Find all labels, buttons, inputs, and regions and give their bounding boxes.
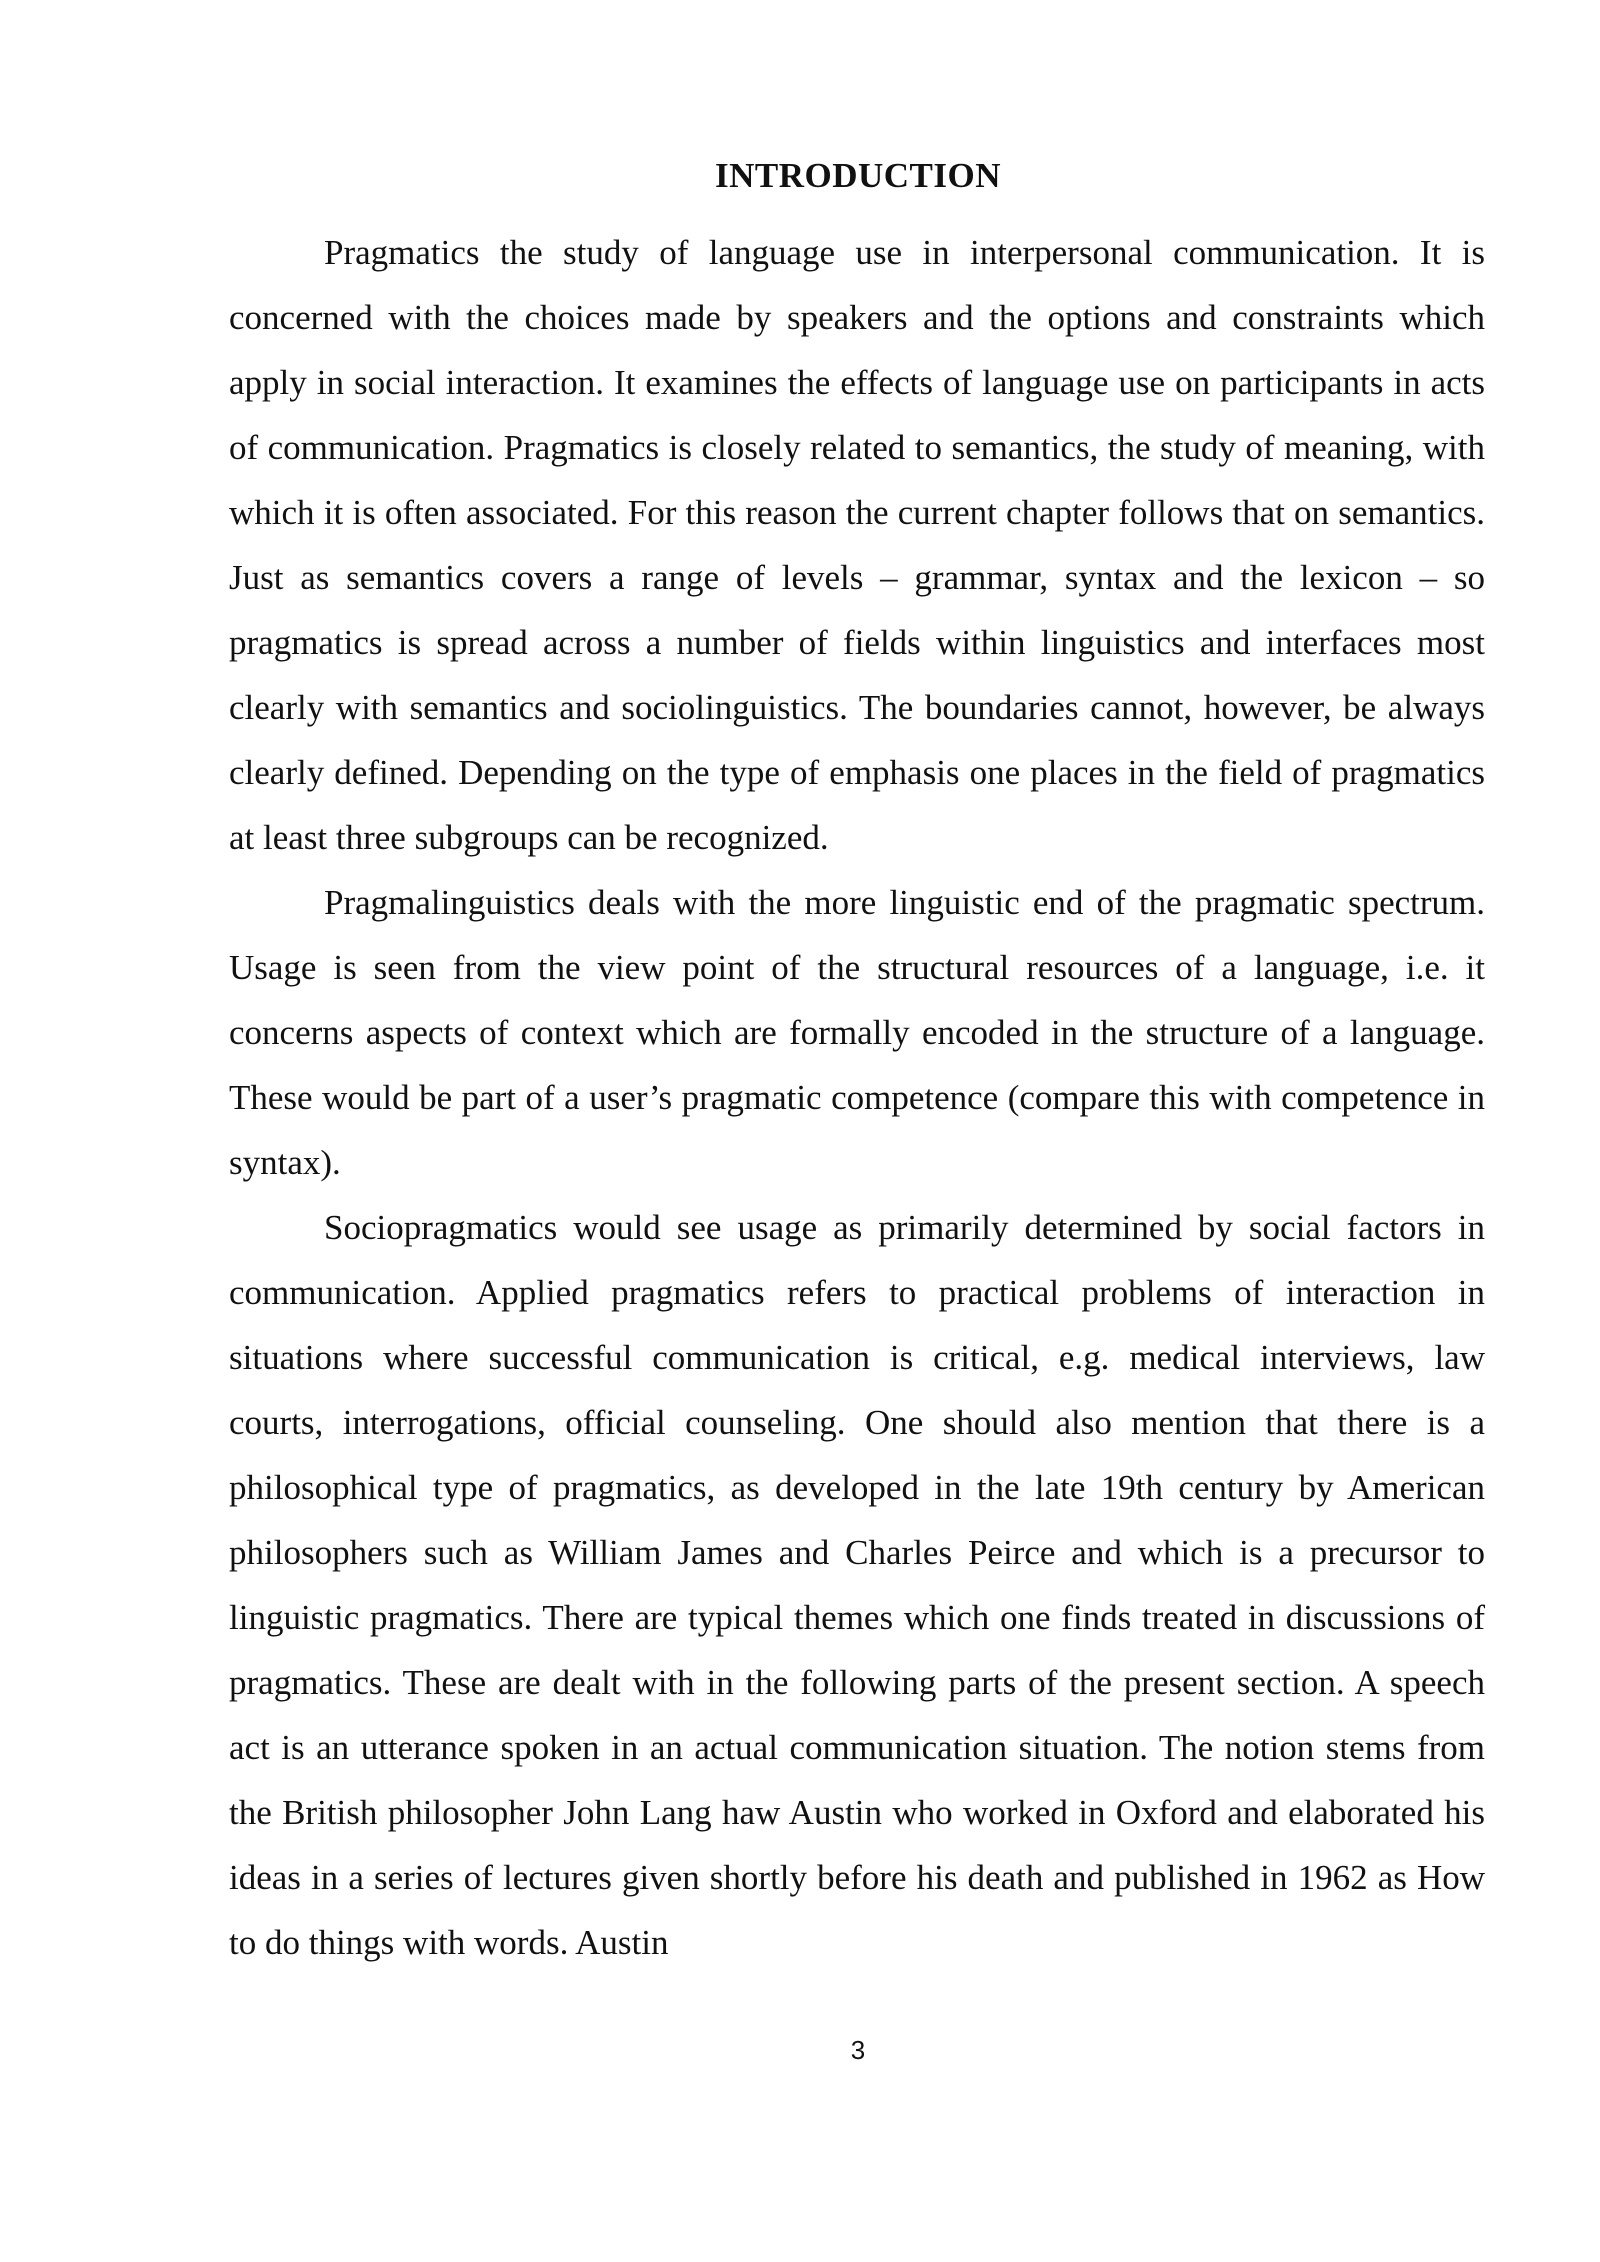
page-title: INTRODUCTION — [714, 156, 1002, 195]
body-text — [229, 220, 1485, 1975]
page-number: 3 — [850, 2035, 866, 2065]
paragraph-pragmalinguistics: Pragmalinguistics deals with the more linguistic end of the pragmatic spectrum. Usage is seen from the view point of the structural resources of a language, i.e. it concerns aspects of context which are formally encoded in the structure of a language. These would be part of a user’s pragmatic competence (compare this with competence in syntax). — [229, 883, 1485, 1182]
paragraph-sociopragmatics: Sociopragmatics would see usage as primarily determined by social factors in communication. Applied pragmatics refers to practical problems of interaction in situations where successful communication is critical, e.g. medical interviews, law courts, interrogations, official counseling. One should also mention that there is a philosophical type of pragmatics, as developed in the late 19th century by American philosophers such as William James and Charles Peirce and which is a precursor to linguistic pragmatics. There are typical themes which one finds treated in discussions of pragmatics. These are dealt with in the following parts of the present section. A speech act is an utterance spoken in an actual communication situation. The notion stems from the British philosopher John Lang haw Austin who worked in Oxford and elaborated his ideas in a series of lectures given shortly before his death and published in 1962 as How to do things with words. Austin — [229, 1208, 1485, 1962]
paragraph-pragmatics-intro: Pragmatics the study of language use in interpersonal communication. It is concerned with the choices made by speakers and the options and constraints which apply in social interaction. It examines the effects of language use on participants in acts of communication. Pragmatics is closely related to semantics, the study of meaning, with which it is often associated. For this reason the current chapter follows that on semantics. Just as semantics covers a range of levels – grammar, syntax and the lexicon – so pragmatics is spread across a number of fields within linguistics and interfaces most clearly with semantics and sociolinguistics. The boundaries cannot, however, be always clearly defined. Depending on the type of emphasis one places in the field of pragmatics at least three subgroups can be recognized. — [229, 233, 1485, 857]
